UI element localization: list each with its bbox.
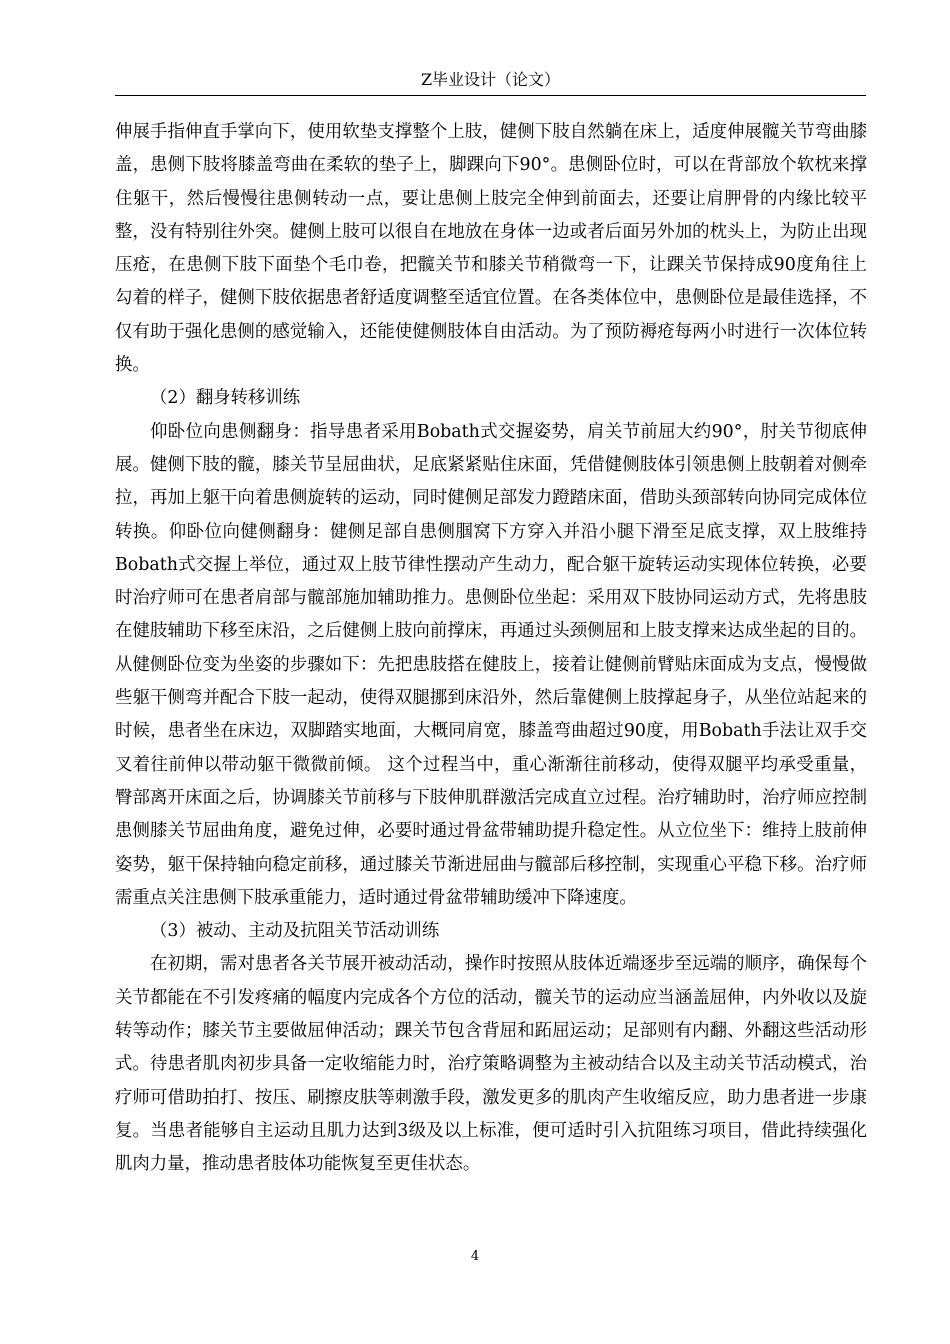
document-body [115, 116, 867, 1182]
page-number: 4 [470, 1249, 480, 1264]
paragraph-joint-activity: 在初期，需对患者各关节展开被动活动，操作时按照从肢体近端逐步至远端的顺序，确保每个关节都能在不引发疼痛的幅度内完成各个方位的活动，髋关节的运动应当涵盖屈伸，内外收以及旋转等动作；膝关节主要做屈伸活动；踝关节包含背屈和跖屈运动；足部则有内翻、外翻这些活动形式。待患者肌肉初步具备一定收缩能力时，治疗策略调整为主被动结合以及主动关节活动模式，治疗师可借助拍打、按压、刷擦皮肤等刺激手段，激发更多的肌肉产生收缩反应，助力患者进一步康复。当患者能够自主运动且肌力达到3级及以上标准，便可适时引入抗阻练习项目，借此持续强化肌肉力量，推动患者肢体功能恢复至更佳状态。 [115, 954, 867, 1175]
paragraph-turning-transfer: 仰卧位向患侧翻身：指导患者采用Bobath式交握姿势，肩关节前屈大约90°，肘关节彻底伸展。健侧下肢的髋，膝关节呈屈曲状，足底紧紧贴住床面，凭借健侧肢体引领患侧上肢朝着对侧牵拉，再加上躯干向着患侧旋转的运动，同时健侧足部发力蹬踏床面，借助头颈部转向协同完成体位转换。仰卧位向健侧翻身：健侧足部自患侧腘窝下方穿入并沿小腿下滑至足底支撑，双上肢维持Bobath式交握上举位，通过双上肢节律性摆动产生动力，配合躯干旋转运动实现体位转换，必要时治疗师可在患者肩部与髋部施加辅助推力。患侧卧位坐起：采用双下肢协同运动方式，先将患肢在健肢辅助下移至床沿，之后健侧上肢向前撑床，再通过头颈侧屈和上肢支撑来达成坐起的目的。从健侧卧位变为坐姿的步骤如下：先把患肢搭在健肢上，接着让健侧前臂贴床面成为支点，慢慢做些躯干侧弯并配合下肢一起动，使得双腿挪到床沿外，然后靠健侧上肢撑起身子，从坐位站起来的时候，患者坐在床边，双脚踏实地面，大概同肩宽，膝盖弯曲超过90度，用Bobath手法让双手交叉着往前伸以带动躯干微微前倾。 这个过程当中，重心渐渐往前移动，使得双腿平均承受重量，臀部离开床面之后，协调膝关节前移与下肢伸肌群激活完成直立过程。治疗辅助时，治疗师应控制患侧膝关节屈曲角度，避免过伸，必要时通过骨盆带辅助提升稳定性。从立位坐下：维持上肢前伸姿势，躯干保持轴向稳定前移，通过膝关节渐进屈曲与髋部后移控制，实现重心平稳下移。治疗师需重点关注患侧下肢承重能力，适时通过骨盆带辅助缓冲下降速度。 [115, 421, 867, 908]
page-header-title: Z毕业设计（论文） [420, 70, 561, 89]
header-divider [115, 95, 866, 96]
section-heading-joint-activity: （3）被动、主动及抗阻关节活动训练 [150, 921, 440, 942]
section-heading-turning-transfer: （2）翻身转移训练 [150, 388, 301, 409]
paragraph-positioning-continued: 伸展手指伸直手掌向下，使用软垫支撑整个上肢，健侧下肢自然躺在床上，适度伸展髋关节弯曲膝盖，患侧下肢将膝盖弯曲在柔软的垫子上，脚踝向下90°。患侧卧位时，可以在背部放个软枕来撑住躯干，然后慢慢往患侧转动一点，要让患侧上肢完全伸到前面去，还要让肩胛骨的内缘比较平整，没有特别往外突。健侧上肢可以很自在地放在身体一边或者后面另外加的枕头上，为防止出现压疮，在患侧下肢下面垫个毛巾卷，把髋关节和膝关节稍微弯一下，让踝关节保持成90度角往上勾着的样子，健侧下肢依据患者舒适度调整至适宜位置。在各类体位中，患侧卧位是最佳选择，不仅有助于强化患侧的感觉输入，还能使健侧肢体自由活动。为了预防褥疮每两小时进行一次体位转换。 [115, 122, 867, 376]
